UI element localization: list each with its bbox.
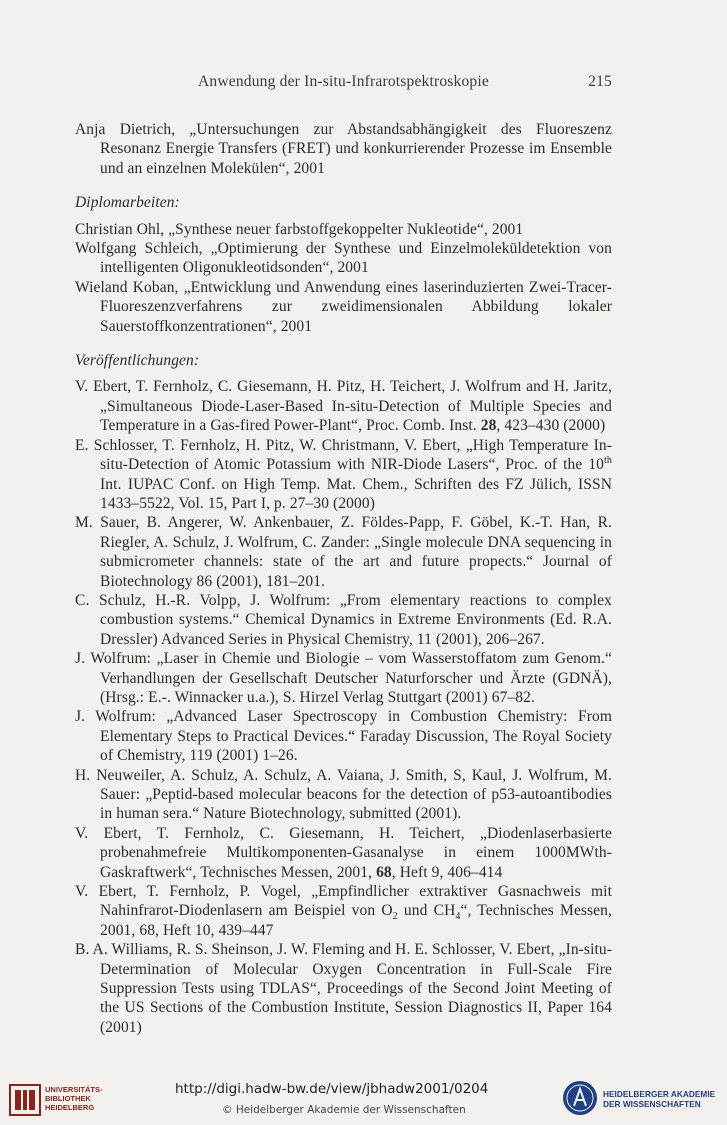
copyright-notice: © Heidelberger Akademie der Wissenschaften [222, 1104, 466, 1116]
page-number: 215 [588, 73, 612, 90]
diplomarbeit-entry: Wieland Koban, „Entwicklung und Anwendung eines laserinduzierten Zwei-Tracer-Fluoreszenzverfahrens zur zweidimensionalen Abbildung lokaler Sauerstoffkonzentrationen“, 2001 [75, 278, 612, 335]
dissertation-entry: Anja Dietrich, „Untersuchungen zur Abstandsabhängigkeit des Fluoreszenz Resonanz Energie Transfers (FRET) und konkurrierender Prozesse im Ensemble und an einzelnen Molekülen“, 2001 [75, 121, 612, 177]
university-library-logo-icon [9, 1084, 41, 1116]
publication-entry: V. Ebert, T. Fernholz, P. Vogel, „Empfindlicher extraktiver Gasnachweis mit Nahinfrarot-Diodenlasern am Beispiel von $O_2$ und $CH_4“$, Technisches Messen, 2001, 68, Heft 10, 439–447 [75, 883, 612, 939]
digitization-footer [0, 1068, 727, 1125]
diplomarbeit-entry: Christian Ohl, „Synthese neuer farbstoffgekoppelter Nukleotide“, 2001 [75, 220, 524, 238]
publication-entry: V. Ebert, T. Fernholz, C. Giesemann, H. Teichert, „Diodenlaserbasierte probenahmefreie Multikomponenten-Gasanalyse in einem 1000MWth-Gaskraftwerk“, Technisches Messen, 2001, 68, Heft 9, 406–414 [75, 824, 612, 881]
publication-entry: M. Sauer, B. Angerer, W. Ankenbauer, Z. Földes-Papp, F. Göbel, K.-T. Han, R. Riegler, A. Schulz, J. Wolfrum, C. Zander: „Single molecule DNA sequencing in submicrometer channels: state of the art and future propects.“ Journal of Biotechnology 86 (2001), 181–201. [75, 514, 612, 590]
publication-entry: V. Ebert, T. Fernholz, C. Giesemann, H. Pitz, H. Teichert, J. Wolfrum and H. Jaritz, „Simultaneous Diode-Laser-Based In-situ-Detection of Multiple Species and Temperature in a Gas-fired Power-Plant“, Proc. Comb. Inst. 28, 423–430 (2000) [75, 378, 612, 435]
publication-entry: E. Schlosser, T. Fernholz, H. Pitz, W. Christmann, V. Ebert, „High Temperature In-situ-Detection of Atomic Potassium with NIR-Diode Lasers“, Proc. of the 10th Int. IUPAC Conf. on High Temp. Mat. Chem., Schriften des FZ Jülich, ISSN 1433–5522, Vol. 15, Part I, p. 27–30 (2000) [75, 436, 612, 512]
academy-name: HEIDELBERGER AKADEMIE DER WISSENSCHAFTEN [603, 1089, 716, 1109]
page-body [75, 120, 612, 1037]
diplomarbeit-entry: Wolfgang Schleich, „Optimierung der Synthese und Einzelmoleküldetektion von intelligenten Oligonukleotidsonden“, 2001 [75, 240, 612, 277]
university-library-name: UNIVERSITÄTS- BIBLIOTHEK HEIDELBERG [45, 1085, 103, 1112]
publication-entry: J. Wolfrum: „Laser in Chemie und Biologie – vom Wasserstoffatom zum Genom.“ Verhandlungen der Gesellschaft Deutscher Naturforscher und Ärzte (GDNÄ), (Hrsg.: E.-. Winnacker u.a.), S. Hirzel Verlag Stuttgart (2001) 67–82. [75, 650, 612, 706]
section-heading-diplomarbeiten: Diplomarbeiten: [75, 194, 180, 212]
publication-entry: C. Schulz, H.-R. Volpp, J. Wolfrum: „From elementary reactions to complex combustion systems.“ Chemical Dynamics in Extreme Environments (Ed. R.A. Dressler) Advanced Series in Physical Chemistry, 11 (2001), 206–267. [75, 591, 612, 648]
running-head-title: Anwendung der In-situ-Infrarotspektroskopie [198, 73, 489, 90]
academy-logo-icon [562, 1080, 598, 1116]
publication-entry: H. Neuweiler, A. Schulz, A. Schulz, A. Vaiana, J. Smith, S, Kaul, J. Wolfrum, M. Sauer: „Peptid-based molecular beacons for the detection of p53-autoantibodies in human sera.“ Nature Biotechnology, submitted (2001). [75, 766, 612, 823]
publication-entry: J. Wolfrum: „Advanced Laser Spectroscopy in Combustion Chemistry: From Elementary Steps to Practical Devices.“ Faraday Discussion, The Royal Society of Chemistry, 119 (2001) 1–26. [75, 708, 612, 765]
permalink-url[interactable]: http://digi.hadw-bw.de/view/jbhadw2001/0204 [175, 1081, 489, 1097]
section-heading-veroeffentlichungen: Veröffentlichungen: [75, 352, 200, 370]
publication-entry: B. A. Williams, R. S. Sheinson, J. W. Fleming and H. E. Schlosser, V. Ebert, „In-situ-Determination of Molecular Oxygen Concentration in Full-Scale Fire Suppression Tests using TDLAS“, Proceedings of the Second Joint Meeting of the US Sections of the Combustion Institute, Session Diagnostics II, Paper 164 (2001) [75, 941, 612, 1036]
